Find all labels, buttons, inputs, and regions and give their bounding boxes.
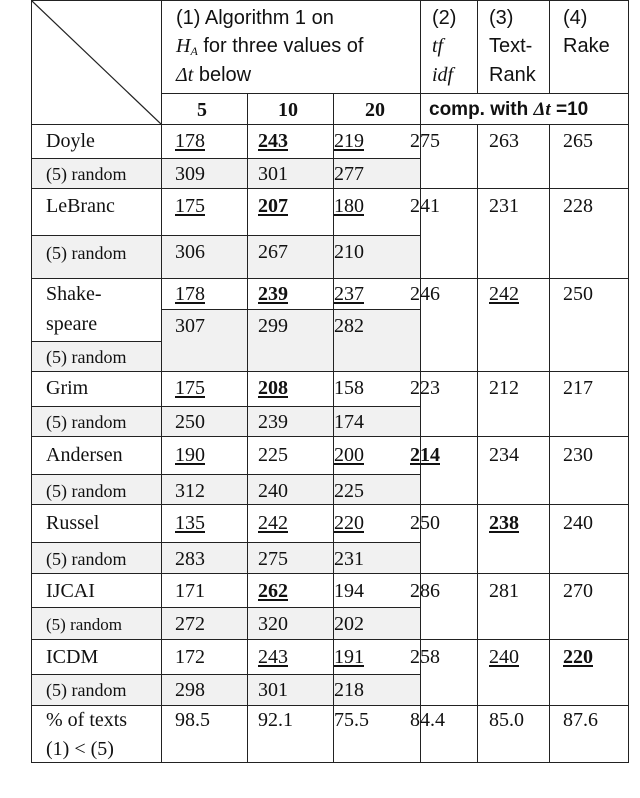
ijcai-alg-20: 194 xyxy=(334,580,364,602)
andersen-alg-10: 225 xyxy=(258,444,288,466)
ijcai-random-5: 272 xyxy=(175,613,205,635)
hline-header xyxy=(162,93,629,94)
andersen-tfidf: 214 xyxy=(410,444,440,466)
andersen-rake: 230 xyxy=(563,444,593,466)
hline-russel-mid xyxy=(32,542,421,543)
grim-tfidf: 223 xyxy=(410,377,440,399)
shakespeare-alg-5: 178 xyxy=(175,283,205,305)
icdm-rake: 220 xyxy=(563,646,593,668)
col1-delta-t: Δt xyxy=(176,64,194,86)
col1-h-subscript: A xyxy=(190,44,198,58)
hline-andersen-end xyxy=(32,504,629,505)
row-name-icdm: ICDM xyxy=(46,646,99,668)
grim-textrank: 212 xyxy=(489,377,519,399)
lebranc-textrank: 231 xyxy=(489,195,519,217)
russel-random-5: 283 xyxy=(175,548,205,570)
ijcai-random-10: 320 xyxy=(258,613,288,635)
doyle-rake: 265 xyxy=(563,130,593,152)
col4-header-line1: Rake xyxy=(563,35,610,57)
lebranc-random-20: 210 xyxy=(334,241,364,263)
lebranc-random-10: 267 xyxy=(258,241,288,263)
footer-label-line2: (1) < (5) xyxy=(46,738,114,760)
lebranc-random-5: 306 xyxy=(175,241,205,263)
col1-header-line1: (1) Algorithm 1 on xyxy=(176,7,334,29)
comp-header-suffix: =10 xyxy=(550,99,589,120)
hline-shakespeare-mid xyxy=(162,309,421,310)
ijcai-rake: 270 xyxy=(563,580,593,602)
diagonal-line xyxy=(32,1,162,125)
ijcai-tfidf: 286 xyxy=(410,580,440,602)
row-name-shakespeare-line2: speare xyxy=(46,313,98,335)
delta-10-header: 10 xyxy=(278,99,298,121)
icdm-random-10: 301 xyxy=(258,679,288,701)
doyle-random-10: 301 xyxy=(258,163,288,185)
doyle-alg-10: 243 xyxy=(258,130,288,152)
lebranc-alg-20: 180 xyxy=(334,195,364,217)
col1-h-symbol: H xyxy=(176,35,191,57)
doyle-alg-5: 178 xyxy=(175,130,205,152)
grim-alg-10: 208 xyxy=(258,377,288,399)
russel-random-10: 275 xyxy=(258,548,288,570)
ijcai-alg-5: 171 xyxy=(175,580,205,602)
comp-header-delta: Δt xyxy=(533,99,551,120)
hline-russel-end xyxy=(32,573,629,574)
andersen-textrank: 234 xyxy=(489,444,519,466)
doyle-random-label: (5) random xyxy=(46,164,127,184)
andersen-random-20: 225 xyxy=(334,480,364,502)
shakespeare-rake: 250 xyxy=(563,283,593,305)
icdm-alg-5: 172 xyxy=(175,646,205,668)
russel-rake: 240 xyxy=(563,512,593,534)
hline-icdm-end xyxy=(32,705,629,706)
vline-tfidf xyxy=(477,1,478,94)
shakespeare-textrank: 242 xyxy=(489,283,519,305)
vline-tfidf-body xyxy=(477,125,478,763)
lebranc-tfidf: 241 xyxy=(410,195,440,217)
hline-doyle-end xyxy=(32,188,629,189)
hline-shakespeare-end xyxy=(32,371,629,372)
ijcai-textrank: 281 xyxy=(489,580,519,602)
lebranc-rake: 228 xyxy=(563,195,593,217)
row-name-lebranc: LeBranc xyxy=(46,195,115,217)
col2-header-num: (2) xyxy=(432,7,457,29)
results-table xyxy=(31,0,629,763)
footer-rake: 87.6 xyxy=(563,709,598,731)
russel-random-20: 231 xyxy=(334,548,364,570)
col1-header-line2 xyxy=(176,34,363,63)
hline-lebranc-mid xyxy=(32,235,421,236)
shakespeare-alg-10: 239 xyxy=(258,283,288,305)
lebranc-random-label: (5) random xyxy=(46,243,127,263)
col1-header-line2-text: for three values of xyxy=(197,35,364,57)
vline-textrank xyxy=(549,1,550,94)
col4-header-num: (4) xyxy=(563,7,588,29)
shakespeare-tfidf: 246 xyxy=(410,283,440,305)
hline-shakespeare-label xyxy=(32,341,162,342)
icdm-tfidf: 258 xyxy=(410,646,440,668)
col1-header-line3-text: below xyxy=(193,64,252,86)
doyle-random-20: 277 xyxy=(334,163,364,185)
delta-20-header: 20 xyxy=(365,99,385,121)
andersen-random-label: (5) random xyxy=(46,481,127,501)
ijcai-random-label: (5) random xyxy=(46,615,123,634)
grim-random-20: 174 xyxy=(334,411,364,433)
doyle-random-5: 309 xyxy=(175,163,205,185)
hline-lebranc-end xyxy=(32,278,629,279)
delta-5-header: 5 xyxy=(197,99,207,121)
shakespeare-random-label: (5) random xyxy=(46,347,127,367)
row-name-ijcai: IJCAI xyxy=(46,580,95,602)
col3-header-line2: Rank xyxy=(489,64,536,86)
row-name-grim: Grim xyxy=(46,377,89,399)
grim-random-label: (5) random xyxy=(46,412,127,432)
row-name-shakespeare-line1: Shake- xyxy=(46,283,102,305)
grim-alg-20: 158 xyxy=(334,377,364,399)
ijcai-random-20: 202 xyxy=(334,613,364,635)
shakespeare-random-10: 299 xyxy=(258,315,288,337)
icdm-alg-10: 243 xyxy=(258,646,288,668)
russel-alg-20: 220 xyxy=(334,512,364,534)
icdm-random-label: (5) random xyxy=(46,680,127,700)
row-name-doyle: Doyle xyxy=(46,130,95,152)
lebranc-alg-10: 207 xyxy=(258,195,288,217)
footer-alg-5: 98.5 xyxy=(175,709,210,731)
footer-textrank: 85.0 xyxy=(489,709,524,731)
russel-textrank: 238 xyxy=(489,512,519,534)
andersen-alg-20: 200 xyxy=(334,444,364,466)
row-name-andersen: Andersen xyxy=(46,444,123,466)
icdm-alg-20: 191 xyxy=(334,646,364,668)
col3-header-line1: Text- xyxy=(489,35,533,57)
shakespeare-random-20: 282 xyxy=(334,315,364,337)
hline-icdm-mid xyxy=(32,674,421,675)
comp-header xyxy=(429,98,588,122)
lebranc-alg-5: 175 xyxy=(175,195,205,217)
footer-alg-20: 75.5 xyxy=(334,709,369,731)
comp-header-prefix: comp. with xyxy=(429,99,534,120)
hline-andersen-mid xyxy=(32,474,421,475)
col2-header-line2: idf xyxy=(432,64,454,86)
russel-alg-5: 135 xyxy=(175,512,205,534)
andersen-random-5: 312 xyxy=(175,480,205,502)
col3-header-num: (3) xyxy=(489,7,514,29)
russel-alg-10: 242 xyxy=(258,512,288,534)
icdm-random-20: 218 xyxy=(334,679,364,701)
icdm-textrank: 240 xyxy=(489,646,519,668)
russel-random-label: (5) random xyxy=(46,549,127,569)
hline-ijcai-mid xyxy=(32,607,421,608)
hline-subheader xyxy=(32,124,629,125)
col1-header-line3 xyxy=(176,63,251,87)
vline-textrank-body xyxy=(549,125,550,763)
grim-random-10: 239 xyxy=(258,411,288,433)
footer-tfidf: 84.4 xyxy=(410,709,445,731)
shakespeare-random-5: 307 xyxy=(175,315,205,337)
grim-random-5: 250 xyxy=(175,411,205,433)
grim-alg-5: 175 xyxy=(175,377,205,399)
doyle-textrank: 263 xyxy=(489,130,519,152)
footer-alg-10: 92.1 xyxy=(258,709,293,731)
hline-ijcai-end xyxy=(32,639,629,640)
andersen-random-10: 240 xyxy=(258,480,288,502)
andersen-alg-5: 190 xyxy=(175,444,205,466)
col2-header-line1: tf xyxy=(432,35,444,57)
shakespeare-alg-20: 237 xyxy=(334,283,364,305)
vline-alg5 xyxy=(247,94,248,763)
russel-tfidf: 250 xyxy=(410,512,440,534)
hline-doyle-mid xyxy=(32,158,421,159)
icdm-random-5: 298 xyxy=(175,679,205,701)
vline-name xyxy=(161,1,162,763)
row-name-russel: Russel xyxy=(46,512,100,534)
hline-grim-end xyxy=(32,436,629,437)
grim-rake: 217 xyxy=(563,377,593,399)
footer-label-line1: % of texts xyxy=(46,709,128,731)
hline-grim-mid xyxy=(32,406,421,407)
doyle-alg-20: 219 xyxy=(334,130,364,152)
doyle-tfidf: 275 xyxy=(410,130,440,152)
ijcai-alg-10: 262 xyxy=(258,580,288,602)
